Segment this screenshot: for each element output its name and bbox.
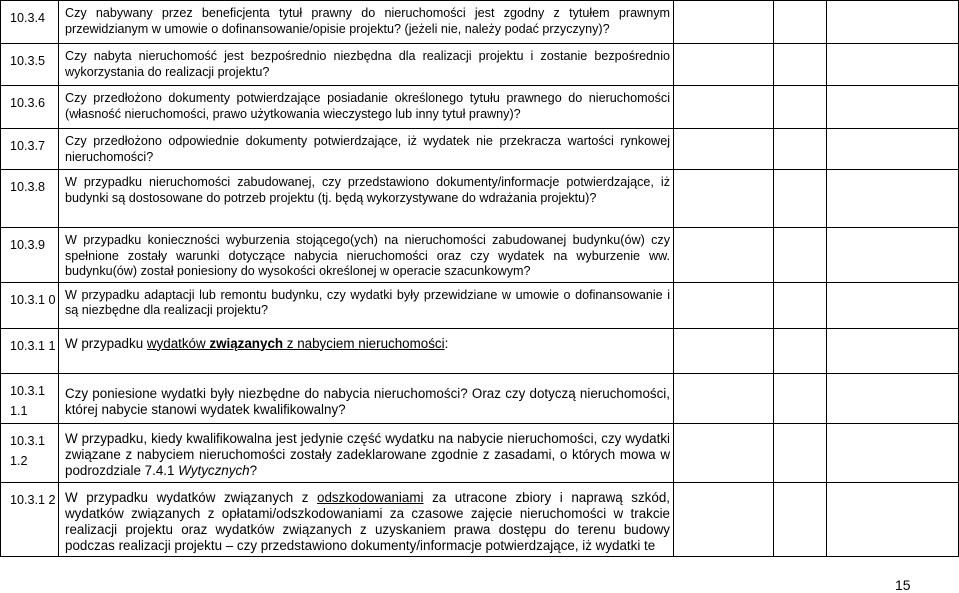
row-number: 10.3.1 1.2	[1, 423, 59, 482]
answer-cell[interactable]	[774, 86, 827, 129]
row-question: Czy poniesione wydatki były niezbędne do nabycia nieruchomości? Oraz czy dotyczą nieruchomości, której nabycie stanowi wydatek kwalifikowalny?	[59, 373, 674, 423]
table-row	[1, 44, 959, 86]
remarks-cell[interactable]	[827, 44, 959, 86]
question-text: ?	[249, 462, 258, 478]
row-number: 10.3.5	[1, 44, 59, 86]
table-row	[1, 1, 959, 44]
table-row	[1, 328, 959, 373]
remarks-cell[interactable]	[827, 282, 959, 328]
row-question: Czy nabyta nieruchomość jest bezpośrednio niezbędna dla realizacji projektu i zostanie bezpośrednio wykorzystania do realizacji projektu?	[59, 44, 674, 86]
question-text-underlined: nieruchomości	[358, 335, 445, 351]
row-number: 10.3.1 1	[1, 328, 59, 373]
answer-cell[interactable]	[674, 282, 774, 328]
row-number: 10.3.7	[1, 129, 59, 170]
answer-cell[interactable]	[674, 170, 774, 228]
answer-cell[interactable]	[674, 44, 774, 86]
row-question: Czy przedłożono odpowiednie dokumenty potwierdzające, iż wydatek nie przekracza wartości rynkowej nieruchomości?	[59, 129, 674, 170]
row-number: 10.3.9	[1, 228, 59, 283]
table-row	[1, 482, 959, 556]
row-number: 10.3.8	[1, 170, 59, 228]
answer-cell[interactable]	[774, 328, 827, 373]
question-text-underlined: z nabyciem	[283, 335, 359, 351]
row-question: Czy przedłożono dokumenty potwierdzające posiadanie określonego tytułu prawnego do nieruchomości (własność nieruchomości, prawo użytkowania wieczystego lub inny tytuł prawny)?	[59, 86, 674, 129]
page-number: 15	[895, 577, 911, 593]
remarks-cell[interactable]	[827, 328, 959, 373]
answer-cell[interactable]	[674, 423, 774, 482]
answer-cell[interactable]	[674, 228, 774, 283]
question-text-underlined: odszkodowaniami	[317, 489, 424, 505]
answer-cell[interactable]	[774, 482, 827, 556]
row-number: 10.3.1 2	[1, 482, 59, 556]
row-question: W przypadku konieczności wyburzenia stojącego(ych) na nieruchomości zabudowanej budynku(ów) czy spełnione zostały warunki dotyczące nabycia nieruchomości oraz czy wydatek na wyburzenie ww. budynku(ów) został poniesiony do wysokości określonej w operacie szacunkowym?	[59, 228, 674, 283]
row-question: W przypadku adaptacji lub remontu budynku, czy wydatki były przewidziane w umowie o dofinansowanie i są niezbędne dla realizacji projektu?	[59, 282, 674, 328]
table-row	[1, 423, 959, 482]
question-text-italic: Wytycznych	[178, 462, 250, 478]
answer-cell[interactable]	[774, 423, 827, 482]
answer-cell[interactable]	[774, 373, 827, 423]
table-row	[1, 282, 959, 328]
remarks-cell[interactable]	[827, 170, 959, 228]
table-row	[1, 170, 959, 228]
row-question: W przypadku nieruchomości zabudowanej, czy przedstawiono dokumenty/informacje potwierdzające, iż budynki są dostosowane do potrzeb projektu (tj. będą wykorzystywane do wdrażania projektu)?	[59, 170, 674, 228]
answer-cell[interactable]	[774, 129, 827, 170]
row-question	[59, 423, 674, 482]
answer-cell[interactable]	[674, 373, 774, 423]
row-number: 10.3.4	[1, 1, 59, 44]
question-text: W przypadku, kiedy kwalifikowalna jest jedynie część wydatku na nabycie nieruchomości, czy wydatki związane z nabyciem nieruchomości zostały zadeklarowane zgodnie z zasadami, o których mowa w podrozdziale 7.4.1	[65, 430, 670, 478]
remarks-cell[interactable]	[827, 86, 959, 129]
answer-cell[interactable]	[674, 129, 774, 170]
remarks-cell[interactable]	[827, 228, 959, 283]
row-question	[59, 328, 674, 373]
question-text: za utracone zbiory i naprawą szkód, wydatków związanych z opłatami/odszkodowaniami za czasowe zajęcie nieruchomości w trakcie realizacji projektu oraz wydatków związanych z uzyskaniem prawa dostępu do terenu budowy podczas realizacji projektu – czy przedstawiono dokumenty/informacje potwierdzające, iż wydatki te	[65, 489, 670, 553]
remarks-cell[interactable]	[827, 1, 959, 44]
answer-cell[interactable]	[774, 44, 827, 86]
answer-cell[interactable]	[674, 328, 774, 373]
row-number: 10.3.1 1.1	[1, 373, 59, 423]
question-text: W przypadku wydatków związanych z	[65, 489, 318, 505]
row-question	[59, 482, 674, 556]
answer-cell[interactable]	[674, 482, 774, 556]
table-row	[1, 228, 959, 283]
row-number: 10.3.1 0	[1, 282, 59, 328]
table-row	[1, 86, 959, 129]
remarks-cell[interactable]	[827, 373, 959, 423]
table-row	[1, 373, 959, 423]
answer-cell[interactable]	[674, 86, 774, 129]
question-text-bold-underlined: związanych	[209, 335, 284, 351]
answer-cell[interactable]	[674, 1, 774, 44]
question-text-underlined: wydatków	[146, 335, 210, 351]
answer-cell[interactable]	[774, 282, 827, 328]
table-row	[1, 129, 959, 170]
remarks-cell[interactable]	[827, 482, 959, 556]
row-question: Czy nabywany przez beneficjenta tytuł prawny do nieruchomości jest zgodny z tytułem prawnym przewidzianym w umowie o dofinansowanie/opisie projektu? (jeżeli nie, należy podać przyczyny)?	[59, 1, 674, 44]
answer-cell[interactable]	[774, 1, 827, 44]
remarks-cell[interactable]	[827, 423, 959, 482]
row-number: 10.3.6	[1, 86, 59, 129]
question-text: :	[444, 335, 449, 351]
question-text: W przypadku	[65, 335, 147, 351]
answer-cell[interactable]	[774, 170, 827, 228]
answer-cell[interactable]	[774, 228, 827, 283]
remarks-cell[interactable]	[827, 129, 959, 170]
